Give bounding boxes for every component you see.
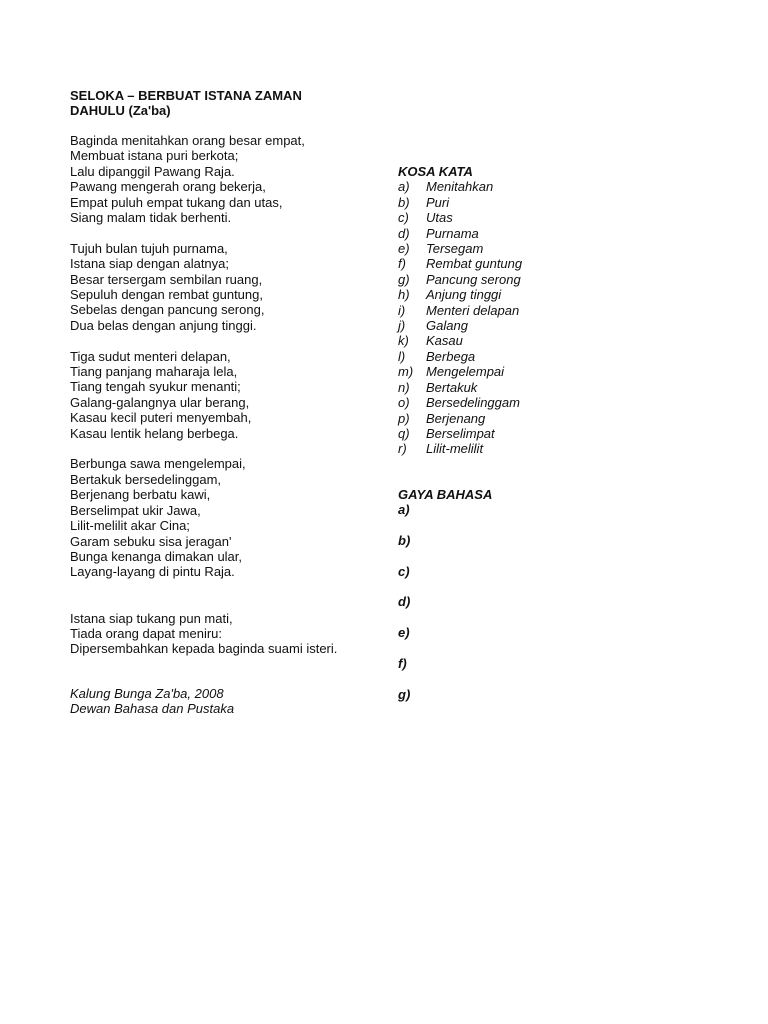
- vocab-letter: h): [398, 287, 410, 303]
- vocab-letter: k): [398, 333, 409, 349]
- stanza: [70, 456, 390, 579]
- vocab-word: Utas: [426, 210, 453, 226]
- gaya-bahasa-item: c): [398, 563, 410, 579]
- vocab-word: Pancung serong: [426, 271, 521, 287]
- poem-line: Layang-layang di pintu Raja.: [70, 564, 235, 580]
- vocab-letter: l): [398, 348, 406, 364]
- vocab-item: [398, 272, 522, 287]
- poem-line: Membuat istana puri berkota;: [70, 148, 239, 164]
- vocab-item: [398, 210, 522, 225]
- vocab-word: Bersedelinggam: [426, 395, 520, 411]
- vocab-letter: q): [398, 425, 410, 441]
- poem-line: Besar tersergam sembilan ruang,: [70, 271, 263, 287]
- poem-line: Sepuluh dengan rembat guntung,: [70, 287, 263, 303]
- vocab-item: [398, 226, 522, 241]
- poem-line: Istana siap tukang pun mati,: [70, 610, 233, 626]
- gaya-bahasa-item: d): [398, 594, 411, 610]
- vocab-letter: b): [398, 194, 410, 210]
- poem-line: Baginda menitahkan orang besar empat,: [70, 133, 305, 148]
- gaya-bahasa-section: [398, 487, 492, 717]
- poem-title: [70, 88, 350, 118]
- vocab-item: [398, 333, 522, 348]
- vocab-item: [398, 256, 522, 271]
- vocab-letter: e): [398, 241, 410, 257]
- kosa-kata-section: [398, 164, 522, 457]
- vocab-letter: f): [398, 256, 406, 272]
- poem-line: Pawang mengerah orang bekerja,: [70, 179, 266, 195]
- title-line: SELOKA – BERBUAT ISTANA ZAMAN: [70, 88, 302, 103]
- vocab-word: Berjenang: [426, 410, 486, 426]
- vocab-letter: g): [398, 271, 410, 287]
- poem-line: Tiada orang dapat meniru:: [70, 625, 223, 641]
- poem-line: Tiang tengah syukur menanti;: [70, 379, 241, 395]
- vocab-word: Kasau: [426, 333, 463, 349]
- vocab-item: [398, 395, 522, 410]
- poem-line: Tiga sudut menteri delapan,: [70, 348, 231, 364]
- stanza: [70, 241, 390, 333]
- vocab-letter: c): [398, 210, 409, 226]
- poem-line: Galang-galangnya ular berang,: [70, 394, 250, 410]
- vocab-item: [398, 364, 522, 379]
- stanza: [70, 133, 390, 225]
- vocab-word: Anjung tinggi: [426, 287, 502, 303]
- poem-line: Siang malam tidak berhenti.: [70, 210, 232, 226]
- poem-line: Dua belas dengan anjung tinggi.: [70, 317, 257, 333]
- poem-line: Dipersembahkan kepada baginda suami isteri.: [70, 641, 338, 657]
- poem-line: Lalu dipanggil Pawang Raja.: [70, 163, 235, 179]
- vocab-item: [398, 349, 522, 364]
- stanza: [70, 349, 390, 441]
- title-line: DAHULU (Za'ba): [70, 103, 171, 118]
- vocab-item: [398, 426, 522, 441]
- gaya-bahasa-item: a): [398, 502, 410, 518]
- vocab-item: [398, 303, 522, 318]
- poem-body: [70, 133, 390, 672]
- poem-line: Empat puluh empat tukang dan utas,: [70, 194, 283, 210]
- vocab-word: Purnama: [426, 225, 479, 241]
- vocab-word: Puri: [426, 194, 450, 210]
- kosa-kata-heading: KOSA KATA: [398, 164, 473, 179]
- vocab-word: Galang: [426, 318, 468, 334]
- source-citation: [70, 686, 234, 717]
- vocab-word: Rembat guntung: [426, 256, 523, 272]
- vocab-item: [398, 287, 522, 302]
- vocab-item: [398, 441, 522, 456]
- gaya-bahasa-item: b): [398, 533, 411, 549]
- source-book: Kalung Bunga Za'ba, 2008: [70, 686, 224, 701]
- poem-line: Bunga kenanga dimakan ular,: [70, 548, 243, 564]
- vocab-word: Bertakuk: [426, 379, 478, 395]
- gaya-bahasa-item: f): [398, 655, 407, 671]
- poem-line: Garam sebuku sisa jeragan': [70, 533, 232, 549]
- gaya-bahasa-item: e): [398, 625, 410, 641]
- gaya-bahasa-heading: GAYA BAHASA: [398, 487, 493, 502]
- vocab-item: [398, 195, 522, 210]
- poem-line: Kasau kecil puteri menyembah,: [70, 410, 252, 426]
- vocab-item: [398, 318, 522, 333]
- vocab-letter: i): [398, 302, 406, 318]
- vocab-word: Berselimpat: [426, 425, 495, 441]
- vocab-letter: j): [398, 318, 406, 334]
- vocab-word: Mengelempai: [426, 364, 505, 380]
- vocab-word: Tersegam: [426, 241, 484, 257]
- poem-line: Sebelas dengan pancung serong,: [70, 302, 265, 318]
- vocab-letter: d): [398, 225, 410, 241]
- vocab-item: [398, 241, 522, 256]
- vocab-item: [398, 179, 522, 194]
- vocab-word: Lilit-melilit: [426, 441, 484, 457]
- vocab-item: [398, 411, 522, 426]
- poem-line: Tujuh bulan tujuh purnama,: [70, 240, 228, 256]
- poem-line: Kasau lentik helang berbega.: [70, 425, 239, 441]
- poem-line: Berbunga sawa mengelempai,: [70, 456, 246, 472]
- vocab-word: Berbega: [426, 348, 476, 364]
- vocab-item: [398, 380, 522, 395]
- vocab-letter: p): [398, 410, 410, 426]
- vocab-letter: a): [398, 179, 410, 195]
- stanza: [70, 611, 390, 657]
- vocab-word: Menteri delapan: [426, 302, 520, 318]
- poem-line: Berselimpat ukir Jawa,: [70, 502, 201, 518]
- poem-line: Lilit-melilit akar Cina;: [70, 518, 190, 534]
- poem-line: Istana siap dengan alatnya;: [70, 256, 230, 272]
- gaya-bahasa-item: g): [398, 686, 411, 702]
- poem-line: Bertakuk bersedelinggam,: [70, 471, 222, 487]
- vocab-letter: m): [398, 364, 414, 380]
- source-publisher: Dewan Bahasa dan Pustaka: [70, 701, 235, 717]
- poem-line: Berjenang berbatu kawi,: [70, 487, 211, 503]
- vocab-letter: r): [398, 441, 407, 457]
- vocab-word: Menitahkan: [426, 179, 494, 195]
- vocab-letter: o): [398, 395, 410, 411]
- vocab-letter: n): [398, 379, 410, 395]
- poem-line: Tiang panjang maharaja lela,: [70, 364, 238, 380]
